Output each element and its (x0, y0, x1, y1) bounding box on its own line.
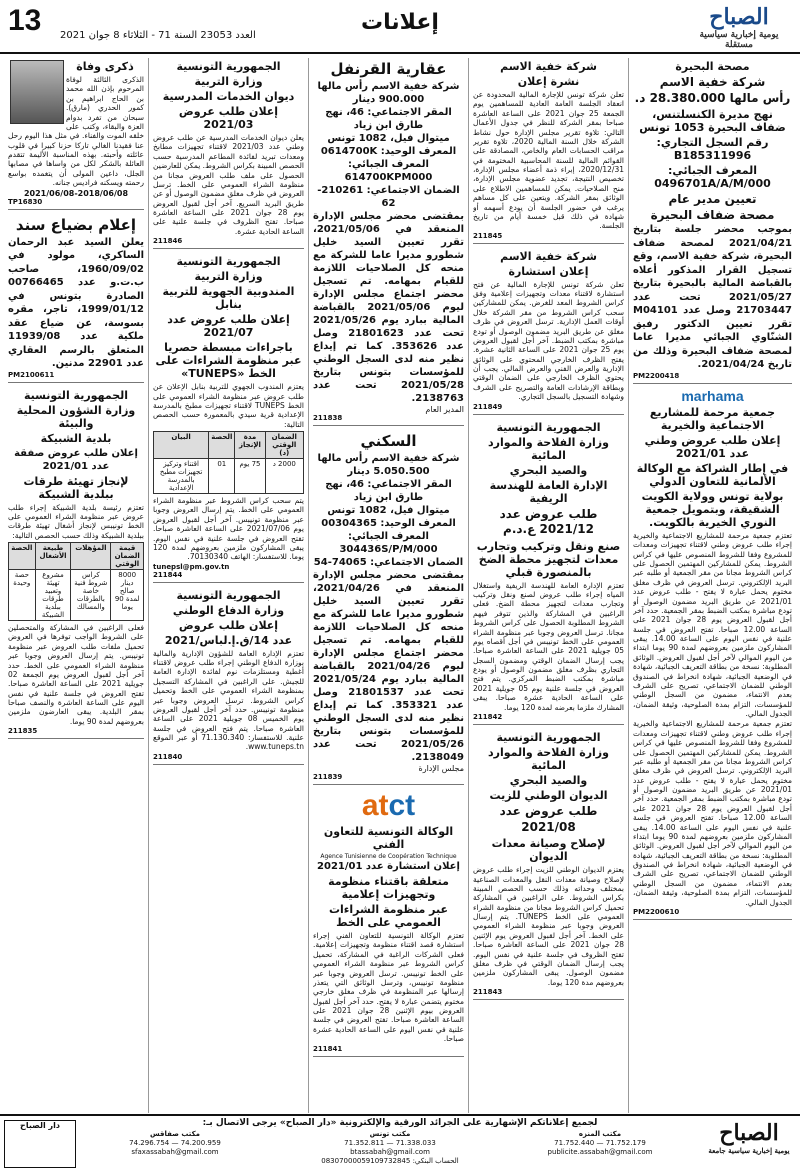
ad-body: تعتزم الوكالة التونسية للتعاون الفني إجراء استشارة قصد اقتناء منظومة وتجهيزات إعلامية. فعلى الشركات الراغبة في المشاركة، تحميل كراس الشروط عبر منظومة الشراء العمومي على الخط تونيبس. ترسل العروض وجوبا عبر منظومة تونيبس، وترسل الوثائق التي يتعذر إرسالها عبر المنظومة في ظرف مغلق خارجي مختوم يتضمن عبارة لا يفتح. حدد آخر أجل لقبول العروض بيوم الإثنين 28 جوان 2021 على الساعة العاشرة صباحا. تفتح العروض في جلسة علنية في نفس اليوم على الساعة الحادية عشرة صباحا. (313, 931, 464, 1044)
footer-logo-subtitle: يومية إخبارية سياسية جامعة (708, 1146, 790, 1155)
footer-office-tunis (290, 1130, 490, 1168)
ad-line: بولاية تونس وولاية الكويت الشقيقة، وبتمويل جمعية النوري الخيرية بالكويت. (641, 489, 784, 529)
atct-logo-b: ct (388, 789, 416, 822)
ad-signature: المدير العام (425, 405, 464, 414)
office-email: publicite.assabah@gmail.com (547, 1148, 653, 1157)
ad-line: Agence Tunisienne de Coopération Technique (320, 853, 457, 860)
ad-ref: 211846 (153, 237, 183, 246)
table-cell: حصة وحيدة (9, 570, 36, 621)
ad-body: بمقتضى محضر مجلس الإدارة المنعقد في 2021/05/06، تقرر تعيين السيد خليل شطورو مديرا عاما للشركة مع منحه كل الصلاحيات اللازمة للقيام بمهامه. تم تسجيل محضر اجتماع مجلس الإدارة ليوم 2021/05/06 بالقباضة المالية ببارد يوم 2021/05/26 تحت عدد 21801623 وصل عدد 353626. كما تم إيداع نظير منه لدى السجل الوطني للمؤسسات بتونس بتاريخ 2021/05/28 تحت عدد 2138763. (313, 211, 464, 404)
ad-title: الجمهورية التونسية (176, 255, 281, 269)
ad-line: الضمان الاجتماعي: 210261-62 (317, 185, 460, 209)
ad-line: وزارة الفلاحة والموارد المائية (488, 435, 609, 462)
column-5 (4, 58, 148, 1113)
office-phones: 71.752.179 — 71.752.440 (554, 1139, 646, 1148)
ad-body: فعلى الراغبين في المشاركة والمتحصلين على الشروط الواجب توفرها في العروض تحميل ملفات طلب العروض عبر منظومة تونيبس. يتم إرسال العروض وجوبا عبر منظومة الشراء العمومي على الخط. حدد آخر أجل لقبول العروض يوم الجمعة 02 جويلية 2021 على الساعة العاشرة صباحا. تفتح العروض في جلسة علنية في نفس اليوم على الساعة العاشرة والنصف صباحا بمقر البلدية. يبقى العارضون ملزمين بعروضهم لمدة 90 يوما. (8, 623, 144, 726)
ad-ref: 211844 (153, 570, 183, 579)
ad-line: الإدارة العامة للهندسة الريفية (489, 478, 608, 505)
ad-body: تعتزم الإدارة العامة للشؤون الإدارية والمالية بوزارة الدفاع الوطني إجراء طلب عروض لاقتناء أغطية ومستلزمات نوم لفائدة الإدارة العامة للجيش. على الراغبين في المشاركة التسجيل بمنظومة الشراء العمومي على الخط وتحميل كراس الشروط. ترسل العروض وجوبا عبر منظومة تونيبس. حدد آخر أجل لقبول العروض يوم الخميس 08 جويلية 2021 على الساعة العاشرة صباحا. يتم فتح العروض في جلسة علنية. للاستفسار: 71.130.340 أو عبر الموقع www.tuneps.tn. (153, 648, 304, 752)
ad-rural-engineering (473, 419, 624, 725)
ad-signature: مجلس الإدارة (418, 764, 464, 773)
ad-body: تعتزم رئيسة بلدية الشبيكة إجراء طلب عروض عبر منظومة الشراء العمومي على الخط تونيبس لإنجاز أشغال تهيئة طرقات ببلدية الشبيكة وذلك حسب الحصص التالية: (8, 502, 144, 540)
footer-office-menzah (510, 1130, 690, 1168)
ad-ref: 211839 (313, 773, 343, 781)
ad-title: شركة خفية الاسم (500, 249, 597, 263)
office-name: مكتب تونس (369, 1130, 411, 1138)
ad-columns (4, 58, 796, 1113)
ad-title: عقارية القرنفل (330, 60, 447, 78)
column-4 (148, 58, 308, 1113)
table-cell: مشروع تهيئة وتعبيد طرقات ببلدية الشبيكة (35, 570, 71, 621)
ad-line: المعرف الوحيد: 00304365 (321, 518, 456, 529)
ad-line: إعلان استشارة (508, 264, 589, 278)
ad-consultation-2 (473, 248, 624, 415)
table-header-cell: الضمان الوقتي (د) (265, 432, 303, 459)
ad-line: شركة خفية الاسم رأس مالها 900.000 دينار (317, 81, 460, 105)
ad-title: الجمهورية التونسية (176, 588, 281, 602)
ad-line: والصيد البحري (509, 463, 588, 477)
table-cell: 75 يوم (235, 459, 265, 494)
footer-badge: دار الصباح (4, 1120, 76, 1168)
logo-subtitle: يومية إخبارية سياسية مستقلة (699, 30, 779, 50)
ad-line: إعلان طلب عروض 2021/03 (178, 105, 279, 131)
table-row (9, 570, 144, 621)
ad-title: الجمهورية التونسية (23, 388, 129, 402)
ad-title: الجمهورية التونسية (496, 730, 601, 744)
ad-line: بلدية الشبيكة (40, 431, 112, 445)
ad-line: طلب عروض عدد 2021/08 (499, 803, 598, 834)
ad-body: يتم سحب كراس الشروط عبر منظومة الشراء العمومي على الخط. يتم إرسال العروض وجوبا عبر منظومة تونيبس. آخر أجل لقبول العروض يوم 2021/07/06 على الساعة العاشرة صباحا. تفتح العروض في جلسة علنية في نفس اليوم. يبقى المشاركون ملزمين بعروضهم لمدة 120 يوما. للاستفسار: الهاتف 70130340. (153, 496, 304, 562)
table-cell: 8000 دينار صالح لمدة 90 يوما (111, 570, 144, 621)
ad-title: شركة خفية الاسم (500, 60, 597, 73)
ad-line: نهج مديرة الكنسلتنس، ضفاف البحيرة 1053 تونس (639, 108, 786, 135)
atct-logo-a: at (361, 789, 389, 822)
footer-logo (704, 1120, 794, 1155)
ad-line: ديوان الخدمات المدرسية (162, 90, 295, 103)
ad-body: بموجب محضر جلسة بتاريخ 2021/04/21 لمصحة ضفاف البحيرة، شركة خفية الاسم، وقع تسجيل القرار المذكور أعلاه بالقباضة المالية بالبحيرة بتاريخ 2021/05/27 تحت عدد 21703447 وصل عدد M04101 تقرر تعيين الدكتور رفيق الشنّاوي الجبائي مديرا عاما لمصحة ضفاف البحيرة وذلك من تاريخ 2021/04/24. (633, 224, 792, 371)
ad-line: إعلان طلب عروض صفقة عدد 2021/01 (14, 447, 138, 472)
ad-body: يعلن السيد عبد الرحمان الساكري، مولود في 1960/09/02، صاحب ب.ت.و عدد 00766465 الصادرة بتونس في 1999/01/12، تاجر، مقره بسوسة، عن ضياع عقد ملكية عدد 11939/08 المتعلق بالرسم العقاري عدد 22901 مدنين. (8, 236, 144, 369)
office-email: sfaxassabah@gmail.com (131, 1148, 219, 1157)
bank-account: الحساب البنكي: 08307000059109732845 (321, 1157, 459, 1166)
office-phone: 71.338.033 (395, 1139, 436, 1148)
ad-line: رأس مالها 28.380.000 د. (634, 90, 791, 105)
ad-marhama (633, 388, 792, 920)
ad-line: وزارة التربية (194, 270, 263, 284)
table-header-row (9, 543, 144, 570)
table-cell: 2000 د (265, 459, 303, 494)
office-phone: 74.200.959 (180, 1139, 221, 1148)
ad-defense (153, 587, 304, 765)
ad-ref: 211841 (313, 1044, 343, 1053)
office-phones: 74.200.959 — 74.296.754 (129, 1139, 221, 1148)
office-fax: 74.296.754 (129, 1139, 170, 1148)
table-cell: اقتناء وتركيز تجهيزات مطبخ بالمدرسة الإعدادية (154, 459, 209, 494)
ad-line: باجراءات مبسطة حصريا عبر منظومة الشراءات على الخط «TUNEPS» (155, 341, 302, 381)
table-header-cell: طبيعة الأشغال (35, 543, 71, 570)
ad-line: وزارة الدفاع الوطني (172, 603, 285, 617)
marhama-logo: marhama (681, 387, 744, 404)
footer-office-sfax (90, 1130, 260, 1168)
ad-line: المعرف الجبائي: 0496701A/A/M/000 (654, 164, 771, 191)
ad-email: tunepsl@pm.gov.tn (153, 562, 230, 571)
ad-title: الجمهورية التونسية (496, 420, 601, 434)
table-header-row (154, 432, 304, 459)
table-header-cell: المؤهلات (71, 543, 111, 570)
ad-line: عبر منظومة الشراءات العمومي على الخط (328, 903, 449, 929)
ad-qaranfel (313, 58, 464, 426)
column-2 (468, 58, 628, 1113)
ad-ref: 211843 (473, 988, 503, 996)
ad-line: الوكالة التونسية للتعاون الفني (323, 825, 454, 851)
ad-ref: 211849 (473, 402, 503, 411)
memorial-photo (10, 60, 64, 124)
ad-line: المقر الاجتماعي: 46، نهج طارق ابن زياد (325, 479, 452, 503)
ad-body: تعتزم الإدارة العامة للهندسة الريفية واستغلال المياه إجراء طلب عروض لصنع ونقل وتركيب وتجارب معدات لتجهيز محطة الضخ. فعلى الراغبين في المشاركة والذين تتوفر فيهم الشروط المطلوبة الحصول على كراس الشروط مجانا. ترسل العروض وجوبا عبر منظومة الشراء العمومي على الخط تونيبس في أجل أقصاه يوم 05 جويلية 2021 على الساعة العاشرة صباحا. يجب إرسال الضمان الوقتي ومضمون السجل التجاري بظرف مغلق مضمون الوصول أو يودع مباشرة بمكتب الضبط المركزي. يتم فتح العروض في جلسة علنية يوم 05 جويلية 2021 على الساعة الحادية عشرة صباحا. يبقى المشارك ملزما بعرضه لمدة 120 يوما. (473, 580, 624, 712)
ad-ref: PM2200610 (633, 907, 680, 916)
page-footer (0, 1114, 800, 1170)
ad-buhaira-clinic (633, 58, 792, 384)
ad-body: يعلن ديوان الخدمات المدرسية عن طلب عروض وطني عدد 2021/03 لاقتناء تجهيزات مطابخ ومعدات تبريد لفائدة المطاعم المدرسية حسب الحصص المبينة بكراس الشروط. يمكن للعارضين الحصول على ملف طلب العروض مجانا من منظومة الشراء العمومي على الخط. ترسل العروض في ظرف مغلق مضمون الوصول أو عن طريق البريد السريع. آخر أجل لقبول العروض يوم 28 جوان 2021 على الساعة العاشرة صباحا. تفتح الظروف في جلسة علنية على الساعة الحادية عشرة. (153, 133, 304, 236)
ad-line: وزارة الفلاحة والموارد المائية (488, 745, 609, 772)
table-cell: 01 (209, 459, 235, 494)
table-header-cell: الحصة (9, 543, 36, 570)
column-1 (628, 58, 796, 1113)
ad-title: السكني (360, 432, 417, 450)
lots-table (8, 542, 144, 621)
ad-line: المندوبية الجهوية للتربية بنابل (162, 285, 295, 312)
ad-title: مصحة البحيرة (675, 60, 750, 73)
ad-line: الديوان الوطني للزيت (489, 788, 608, 802)
ad-line: المقر الاجتماعي: 46، نهج طارق ابن زياد (325, 107, 452, 131)
office-phone: 71.752.179 (605, 1139, 646, 1148)
ad-line: رقم السجل التجاري: B185311996 (656, 136, 769, 163)
ad-title: الجمهورية التونسية (176, 60, 281, 73)
ad-body: تعتزم جمعية مرحمة للمشاريع الاجتماعية والخيرية إجراء طلب عروض وطني لاقتناء تجهيزات ومعدات للمشروع وفقا للشروط المنصوص عليها في كراس الشروط. يمكن للمشاركين المهتمين الحصول على كراس الشروط مجانا من مقر الجمعية أو طلبه عبر البريد الإلكتروني. ترسل العروض في ظرف مغلق مختوم يحمل عبارة لا يفتح - طلب عروض عدد 2021/01 عن طريق البريد مضمون الوصول أو تودع مباشرة بمكتب الضبط بمقر الجمعية. حدد آخر أجل لقبول العروض يوم 28 جوان 2021 على الساعة 12.00 صباحا. تفتح العروض في جلسة علنية في نفس اليوم على الساعة 14.00. يبقى المشاركون ملزمين بعروضهم لمدة 90 يوما ابتداء من اليوم الموالي لآخر أجل لقبول العروض. الوثائق المطلوبة: نسخة من بطاقة التعريف الجبائية، شهادة في الوضعية الجبائية، شهادة انخراط في الصندوق الوطني للضمان الاجتماعي، تصريح على الشرف بعدم الانتماء، مضمون من السجل الوطني للمؤسسات، التزام بمدة الصلوحية، وثيقة الضمان، الجدول المالي. (633, 719, 792, 907)
ad-line: إعلان طلب عروض عدد 2021/07 (167, 313, 290, 340)
ad-chebika (8, 387, 144, 740)
ad-line: طلب عروض عدد 2021/12 ع.د.م (499, 506, 598, 537)
ad-line: الضمان الاجتماعي: 74065-54 (313, 557, 464, 568)
office-email: btassabah@gmail.com (350, 1148, 430, 1157)
ad-title: جمعية مرحمة للمشاريع الاجتماعية والخيرية (649, 405, 776, 432)
ad-line: مصحة ضفاف البحيرة (650, 207, 775, 222)
table-cell: كراس شروط فنية خاصة بالطرقات والمسالك (71, 570, 111, 621)
ad-atct (313, 789, 464, 1057)
ad-line: المعرف الجبائي: 614700KPM000 (344, 159, 433, 183)
office-phones: 71.338.033 — 71.352.811 (344, 1139, 436, 1148)
ad-title: إعلام بضياع سند (15, 215, 137, 234)
memorial-dates: 2021/06/08-2018/06/08 (23, 188, 129, 198)
ad-ref: PM2100611 (8, 370, 55, 379)
office-fax: 71.352.811 (344, 1139, 385, 1148)
ad-line: إعلان طلب عروض (178, 618, 279, 632)
lots-table (153, 431, 304, 494)
ad-ref: 211845 (473, 231, 503, 240)
table-header-cell: قيمة الضمان الوقتي (111, 543, 144, 570)
ad-line: ميتوال فيل، 1082 تونس (327, 133, 450, 144)
ad-body: تعتزم جمعية مرحمة للمشاريع الاجتماعية والخيرية إجراء طلب عروض وطني لاقتناء تجهيزات ومعدات للمشروع وفقا للشروط المنصوص عليها في كراس الشروط. يمكن للمشاركين المهتمين الحصول على كراس الشروط مجانا من مقر الجمعية أو طلبه عبر البريد الإلكتروني. ترسل العروض في ظرف مغلق مختوم يحمل عبارة لا يفتح - طلب عروض عدد 2021/01 عن طريق البريد مضمون الوصول أو تودع مباشرة بمكتب الضبط بمقر الجمعية. حدد آخر أجل لقبول العروض يوم 28 جوان 2021 على الساعة 12.00 صباحا. تفتح العروض في جلسة علنية في نفس اليوم على الساعة 14.00. يبقى المشاركون ملزمين بعروضهم لمدة 90 يوما ابتداء من اليوم الموالي لآخر أجل لقبول العروض. الوثائق المطلوبة: نسخة من بطاقة التعريف الجبائية، شهادة في الوضعية الجبائية، شهادة انخراط في الصندوق الوطني للضمان الاجتماعي، تصريح على الشرف بعدم الانتماء، مضمون من السجل الوطني للمؤسسات، التزام بمدة الصلوحية، وثيقة الضمان، الجدول المالي. (633, 530, 792, 718)
ad-line: ميتوال فيل، 1082 تونس (327, 505, 450, 516)
ad-line: إعلان طلب عروض وطني عدد 2021/01 (644, 433, 781, 460)
ad-nabeul-education (153, 253, 304, 583)
ad-line: نشرة إعلان (517, 75, 580, 88)
ad-line: متعلقة باقتناء منظومة وتجهيزات إعلامية (328, 875, 449, 901)
ad-line: تعيين مدير عام (668, 192, 757, 207)
table-header-cell: البيان (154, 432, 209, 459)
atct-logo (313, 789, 464, 823)
ad-body: الذكرى الثالثة لوفاة المرحوم بإذن الله محمد بن الحاج ابراهيم بن كمور الحدري (مارق). سبحان من تفرد بدوام العزة والبقاء، وكتب على خلقه الموت والفناء. في مثل هذا اليوم رحل عنا فقيدنا الغالي تاركا حزنا كبيرا في قلوب عائلته وأحبته. بهذه المناسبة الأليمة تتقدم العائلة بالشكر لكل من واساها في مصابها الجلل، داعين المولى أن يتغمده بواسع رحمته ويسكنه فراديس جنانه. (8, 75, 144, 188)
page-number: 13 (8, 4, 42, 37)
ad-line: المعرف الجبائي: 304436S/P/M/000 (339, 531, 438, 555)
ad-ref: 211840 (153, 752, 183, 761)
ad-ref: 211842 (473, 712, 503, 721)
ad-oil-office (473, 729, 624, 1000)
ad-line: عدد 14/ق.إ.لباس/2021 (164, 633, 293, 647)
ad-lost-deed (8, 214, 144, 383)
office-name: مكتب صفاقس (149, 1130, 201, 1138)
ad-ref: 211838 (313, 414, 343, 422)
ad-line: المعرف الوحيد: 0614700K (320, 146, 457, 157)
footer-title: لجميع إعلاناتكم الإشهارية على الجرائد الورقية والإلكترونية «دار الصباح» يرجى الاتصال بـ: (202, 1118, 598, 1128)
table-header-cell: مدة الإنجاز (235, 432, 265, 459)
ad-title: ذكرى وفاة (76, 60, 134, 73)
ad-line: شركة خفية الاسم رأس مالها 5.050.500 دينار (317, 453, 460, 477)
table-row (154, 459, 304, 494)
ad-memorial (8, 58, 144, 210)
ad-ref: TP16830 (8, 197, 43, 206)
ad-body: تعلن شركة تونس للإجارة المالية المحدودة عن انعقاد الجلسة العامة العادية للمساهمين يوم الجمعة 25 جوان 2021 على الساعة العاشرة صباحا بمقر الشركة للنظر في جدول الأعمال التالي: تلاوة تقرير مجلس الإدارة حول نشاط الشركة خلال السنة المالية 2020، تلاوة تقرير مراقب الحسابات العام والخاص، المصادقة على القوائم المالية للسنة المحاسبية المختومة في 2020/12/31، إبراء ذمة أعضاء مجلس الإدارة، تخصيص النتيجة، تجديد عضوية مجلس الإدارة، منح الصلاحيات. يمكن للمساهمين الاطلاع على الوثائق بمقر الشركة. ويتعين على كل مساهم يرغب في حضور الجلسة أن يودع أسهمه أو شهادة في ذلك قبل خمسة أيام من تاريخ الجلسة. (473, 90, 624, 231)
office-name: مكتب المنزه (578, 1130, 622, 1138)
newspaper-logo (684, 4, 794, 50)
ad-body: تعلن شركة تونس للإجارة المالية عن فتح استشارة لاقتناء معدات وتجهيزات إعلامية وفق كراس الشروط المعد للغرض. يمكن للمشاركين سحب كراس الشروط من مقر الشركة خلال أوقات العمل الإدارية. ترسل العروض في ظرف مغلق عن طريق البريد مضمون الوصول أو تودع مباشرة بمكتب الضبط. آخر أجل لقبول العروض يوم 25 جوان 2021 على الساعة الثانية عشرة. يفتح الظرف الخارجي المحتوي على الوثائق الإدارية والعرض الفني والعرض المالي. يجب أن يحتوي الظرف الخارجي على الضمان الوقتي وبطاقة الإرشادات العامة والتصريح على الشرف وشهادة التسجيل بالسجل التجاري. (473, 279, 624, 402)
footer-logo-text: الصباح (719, 1120, 779, 1146)
ad-body: يعتزم المندوب الجهوي للتربية بنابل الإعلان عن طلب عروض عبر منظومة الشراء العمومي على الخط TUNEPS لاقتناء تجهيزات مطبخ بالمدرسة الإعدادية قرية سيدي بالمعمورة حسب الحصص التالية: (153, 382, 304, 429)
section-title: إعلانات (361, 10, 439, 35)
logo-text: الصباح (709, 4, 769, 30)
ad-ref: 211835 (8, 727, 38, 736)
ad-title: إعلان استشارة عدد 2021/01 (317, 861, 460, 872)
ad-consultation-1 (473, 58, 624, 244)
ad-body: بمقتضى محضر مجلس الإدارة المنعقد في 2021/04/26، تقرر تعيين السيد خليل شطورو مديرا عاما للشركة مع منحه كل الصلاحيات اللازمة للقيام بمهامه. تم تسجيل محضر اجتماع مجلس الإدارة ليوم 2021/04/26 بالقباضة المالية ببارد يوم 2021/05/24 تحت عدد 21801537 وصل عدد 353321. كما تم إيداع نظير منه لدى السجل الوطني للمؤسسات بتونس بتاريخ 2021/05/26 تحت عدد 2138049. (313, 570, 464, 763)
ad-line: وزارة التربية (194, 75, 263, 88)
ad-line: في إطار الشراكة مع الوكالة الألمانية للتعاون الدولي (636, 461, 789, 488)
table-header-cell: الحصة (209, 432, 235, 459)
ad-line: صنع ونقل وتركيب وتجارب معدات لتجهيز محطة الضخ بالمنصورة قبلي (476, 539, 621, 579)
ad-line: والصيد البحري (509, 773, 588, 787)
ad-body: يعتزم الديوان الوطني للزيت إجراء طلب عروض لإصلاح وصيانة معدات النقل والمعدات الصناعية بمختلف وحداته وذلك حسب الحصص المبينة بكراس الشروط. على الراغبين في المشاركة تحميل كراس الشروط مجانا من منظومة الشراء العمومي على الخط TUNEPS. يتم إرسال العروض وجوبا عبر منظومة الشراء العمومي على الخط. آخر أجل لقبول العروض يوم الإثنين 28 جوان 2021 على الساعة العاشرة صباحا. تفتح الظروف في جلسة علنية في نفس اليوم. يجب إرسال الضمان الوقتي في ظرف مغلق مضمون الوصول. يبقى المشاركون ملزمين بعروضهم مدة 120 يوما. (473, 865, 624, 987)
ad-sakani (313, 430, 464, 785)
office-fax: 71.752.440 (554, 1139, 595, 1148)
ad-line: لإصلاح وصيانة معدات الديوان (491, 837, 606, 864)
ad-line: وزارة الشؤون المحلية والبيئة (16, 403, 136, 430)
ad-line: شركة خفية الاسم (659, 75, 766, 89)
ad-line: لإنجاز تهيئة طرقات ببلدية الشبيكة (23, 474, 129, 501)
ad-school-services (153, 58, 304, 249)
column-3 (308, 58, 468, 1113)
page-header (0, 0, 800, 54)
ad-ref: PM2200418 (633, 371, 680, 380)
issue-line: العدد 23053 السنة 71 - الثلاثاء 8 جوان 2021 (60, 30, 256, 41)
